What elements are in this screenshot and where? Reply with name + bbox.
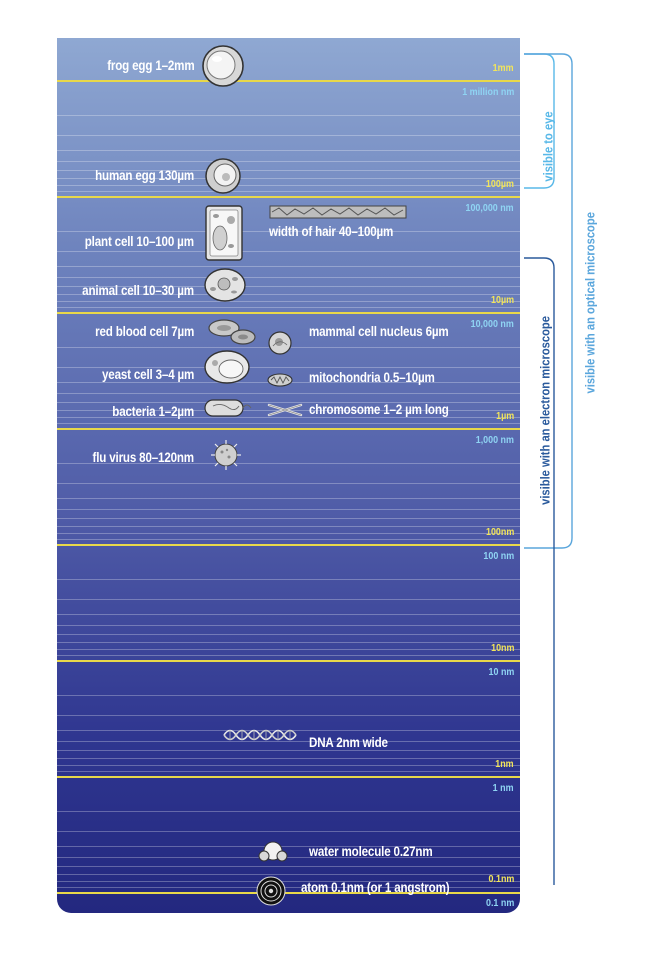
- minor-line: [57, 191, 520, 192]
- decade-line: [57, 196, 520, 198]
- minor-line: [57, 758, 520, 759]
- minor-line: [57, 579, 520, 580]
- scale-label-0-1nm: 0.1nm: [488, 873, 514, 885]
- scale-label-10nm: 10nm: [490, 642, 514, 654]
- minor-line: [57, 251, 520, 252]
- minor-line: [57, 307, 520, 308]
- water-molecule-icon: [257, 838, 287, 864]
- red-blood-cell-icon: [207, 318, 257, 346]
- minor-line: [57, 135, 520, 136]
- label-plant-cell: plant cell 10–100 µm: [84, 234, 194, 249]
- minor-line: [57, 150, 520, 151]
- label-flu-virus: flu virus 80–120nm: [92, 450, 194, 465]
- yeast-cell-icon: [203, 349, 251, 385]
- scale-label-1-million-nm: 1 million nm: [461, 86, 514, 98]
- minor-line: [57, 857, 520, 858]
- minor-line: [57, 533, 520, 534]
- decade-line: [57, 80, 520, 82]
- scale-label-1000nm: 1,000 nm: [475, 434, 514, 446]
- scale-label-1nm-b: 1 nm: [493, 782, 514, 794]
- minor-line: [57, 483, 520, 484]
- animal-cell-icon: [203, 267, 247, 303]
- nucleus-icon: [267, 330, 293, 356]
- decade-line: [57, 312, 520, 314]
- label-frog-egg: frog egg 1–2mm: [106, 58, 194, 73]
- scale-label-1mm: 1mm: [493, 62, 514, 74]
- scale-label-10nm-b: 10 nm: [488, 666, 514, 678]
- chromosome-icon: [267, 402, 303, 418]
- minor-line: [57, 301, 520, 302]
- label-human-egg: human egg 130µm: [95, 168, 194, 183]
- hair-icon: [269, 204, 407, 220]
- minor-line: [57, 642, 520, 643]
- mitochondria-icon: [267, 373, 293, 387]
- scale-label-100nm-b: 100 nm: [483, 550, 514, 562]
- scale-label-100000nm: 100,000 nm: [465, 202, 514, 214]
- label-bacteria: bacteria 1–2µm: [112, 404, 194, 419]
- minor-line: [57, 866, 520, 867]
- label-water-molecule: water molecule 0.27nm: [309, 844, 433, 859]
- minor-line: [57, 831, 520, 832]
- minor-line: [57, 695, 520, 696]
- decade-line: [57, 428, 520, 430]
- range-brackets: [520, 40, 630, 890]
- minor-line: [57, 526, 520, 527]
- minor-line: [57, 887, 520, 888]
- minor-line: [57, 185, 520, 186]
- label-animal-cell: animal cell 10–30 µm: [82, 283, 194, 298]
- minor-line: [57, 393, 520, 394]
- frog-egg-icon: [201, 44, 245, 88]
- flu-virus-icon: [207, 438, 245, 472]
- electron-range-label: visible with an electron microscope: [537, 316, 553, 505]
- minor-line: [57, 634, 520, 635]
- minor-line: [57, 509, 520, 510]
- label-chromosome: chromosome 1–2 µm long: [309, 402, 449, 417]
- optical-range-label: visible with an optical microscope: [582, 212, 598, 394]
- bacteria-icon: [203, 396, 253, 420]
- decade-line: [57, 660, 520, 662]
- scale-label-10000nm: 10,000 nm: [470, 318, 514, 330]
- minor-line: [57, 874, 520, 875]
- scale-panel: [57, 38, 520, 913]
- atom-icon: [256, 876, 286, 906]
- human-egg-icon: [204, 157, 242, 195]
- minor-line: [57, 266, 520, 267]
- label-nucleus: mammal cell nucleus 6µm: [309, 324, 449, 339]
- minor-line: [57, 161, 520, 162]
- dna-icon: [222, 724, 300, 746]
- scale-label-10um: 10µm: [490, 294, 514, 306]
- decade-line: [57, 776, 520, 778]
- decade-line: [57, 544, 520, 546]
- scale-label-0-1nm-b: 0.1 nm: [485, 897, 514, 909]
- minor-line: [57, 599, 520, 600]
- decade-line: [57, 892, 520, 894]
- minor-line: [57, 539, 520, 540]
- minor-line: [57, 277, 520, 278]
- label-dna: DNA 2nm wide: [309, 735, 388, 750]
- minor-line: [57, 625, 520, 626]
- minor-line: [57, 423, 520, 424]
- minor-line: [57, 811, 520, 812]
- minor-line: [57, 649, 520, 650]
- minor-line: [57, 846, 520, 847]
- label-yeast-cell: yeast cell 3–4 µm: [101, 367, 194, 382]
- minor-line: [57, 765, 520, 766]
- label-mitochondria: mitochondria 0.5–10µm: [309, 370, 435, 385]
- scale-label-1nm: 1nm: [495, 758, 514, 770]
- minor-line: [57, 498, 520, 499]
- label-atom: atom 0.1nm (or 1 angstrom): [301, 880, 450, 895]
- minor-line: [57, 115, 520, 116]
- plant-cell-icon: [204, 204, 244, 262]
- minor-line: [57, 881, 520, 882]
- minor-line: [57, 518, 520, 519]
- scale-label-1um: 1µm: [495, 410, 514, 422]
- label-red-blood-cell: red blood cell 7µm: [94, 324, 194, 339]
- eye-range-label: visible to eye: [540, 111, 556, 182]
- minor-line: [57, 614, 520, 615]
- label-hair: width of hair 40–100µm: [269, 224, 394, 239]
- minor-line: [57, 715, 520, 716]
- scale-label-100um: 100µm: [486, 178, 514, 190]
- minor-line: [57, 771, 520, 772]
- minor-line: [57, 750, 520, 751]
- minor-line: [57, 655, 520, 656]
- scale-label-100nm: 100nm: [485, 526, 514, 538]
